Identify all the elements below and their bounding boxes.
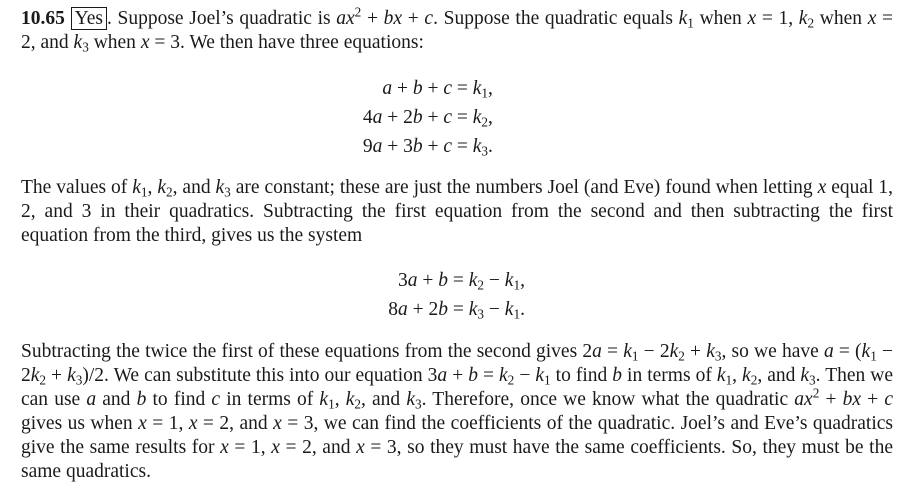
text-span: when: [819, 8, 868, 29]
text-span: − 2: [638, 341, 670, 362]
text-span: +: [684, 341, 707, 362]
text-span: =: [601, 341, 624, 362]
text-span: in terms of: [622, 365, 717, 386]
text-span: . Suppose the quadratic equals: [433, 8, 679, 29]
paragraph-3: Subtracting the twice the first of these equations from the second gives $2a = k_1 - 2k_2 + k_3$, so we have $a = (k_1 - 2k_2 + k_3)/2$. We can substitute this into our equation $3a + b = k_2 - k_1$ to find b in terms of $k_1$, $k_2$, and $k_3$. Then we can use a and b to find c in terms of $k_1$, $k_2$, and $k_3$. Therefore, once we know what the quadratic $ax^2$ + bx + c gives us when x = 1, x = 2, and x = 3, we can find the coefficients of the quadratic. Joel’s and Eve’s quadratics give the same results for x = 1, x = 2, and x = 3, so they must have the same coefficients. So, they must be the same quadratics.: [21, 341, 894, 482]
text-span: )/2. We can substitute this into our equation 3: [82, 365, 438, 386]
text-span: . Therefore, once we know what the quadratic: [421, 389, 795, 410]
text-span: ,: [147, 177, 158, 198]
text-span: = 2, and: [197, 413, 274, 434]
text-span: = 2, and: [21, 8, 894, 53]
text-span: and: [96, 389, 137, 410]
problem-number: 10.65: [21, 8, 65, 29]
text-span: = (: [833, 341, 862, 362]
text-span: when: [88, 32, 141, 53]
text-span: to find: [146, 389, 212, 410]
text-span: , and: [172, 177, 216, 198]
text-span: = 1,: [146, 413, 189, 434]
text-span: , and: [361, 389, 407, 410]
equation-system-1: [0, 74, 914, 161]
text-span: gives us when: [21, 413, 139, 434]
text-span: The values of: [21, 177, 133, 198]
text-span: to find: [550, 365, 613, 386]
text-span: equal 1, 2, and 3 in their quadratics. Subtracting the first equation from the second and then subtracting the first equation from the third, gives us the system: [21, 177, 894, 246]
text-span: . Then we can use: [21, 365, 894, 410]
equation-3: $9a + 3b + c = k_3$.: [362, 136, 493, 159]
text-span: Subtracting the twice the first of these equations from the second gives 2: [21, 341, 593, 362]
text-span: = 3, so they must have the same coefficients. So, they must be the same quadratics.: [21, 437, 893, 482]
text-span: = 3. We then have three equations:: [149, 32, 424, 53]
text-span: = 1,: [756, 8, 799, 29]
text-span: are constant; these are just the numbers Joel (and Eve) found when letting: [230, 177, 818, 198]
equation-5: $8a + 2b = k_3 - k_1$.: [388, 299, 525, 322]
paragraph-1: 10.65 Yes . Suppose Joel’s quadratic is $ax^2$ + bx + c. Suppose the quadratic equals $k_1$ when x = 1, $k_2$ when x = 2, and $k_3$ when x = 3. We then have three equations:: [21, 4, 894, 55]
text-span: = 3, we can find the coefficients of the quadratic. Joel’s and Eve’s quadratics give the same results for: [21, 413, 894, 458]
equation-2: $4a + 2b + c = k_2$,: [362, 107, 493, 130]
text-span: when: [693, 8, 748, 29]
equation-system-2: [0, 266, 914, 324]
text-span: . Suppose Joel’s quadratic is: [106, 8, 337, 29]
answer-box: Yes: [71, 7, 107, 30]
text-span: in terms of: [220, 389, 320, 410]
equation-4: $3a + b = k_2 - k_1$,: [398, 270, 525, 293]
text-span: , so we have: [721, 341, 824, 362]
equation-1: $a + b + c = k_1$,: [382, 78, 493, 101]
paragraph-2: The values of $k_1$, $k_2$, and $k_3$ are constant; these are just the numbers Joel (and Eve) found when letting x equal 1, 2, and 3 in their quadratics. Subtracting the first equation from the second and then subtracting the first equation from the third, gives us the system: [21, 177, 894, 246]
